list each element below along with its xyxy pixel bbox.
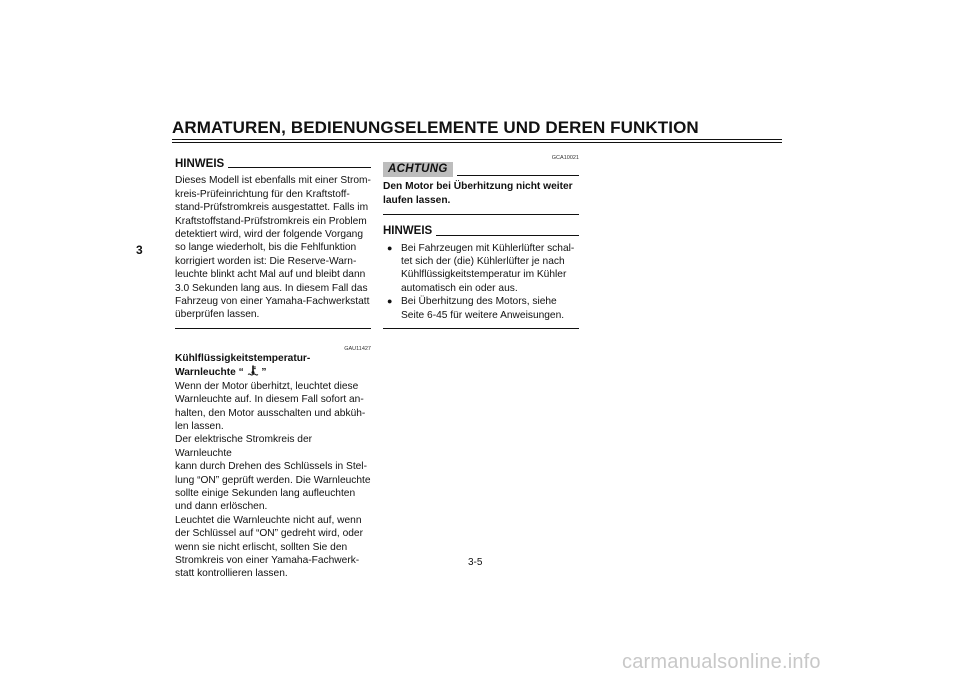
body-line: Warnleuchte auf. In diesem Fall sofort an- — [175, 394, 364, 406]
left-column — [175, 158, 371, 581]
body-line: sollte einige Sekunden lang aufleuchten — [175, 487, 356, 499]
page-title: ARMATUREN, BEDIENUNGSELEMENTE UND DEREN FUNKTION — [172, 118, 699, 137]
note-body — [175, 174, 371, 321]
section-body — [175, 380, 371, 581]
bullet-line: Kühlflüssigkeitstemperatur im Kühler — [401, 269, 567, 281]
caution-line: laufen lassen. — [383, 194, 451, 206]
note-title: HINWEIS — [175, 158, 225, 170]
note-line: Dieses Modell ist ebenfalls mit einer Strom- — [175, 175, 371, 187]
bullet-line: tet sich der (die) Kühlerlüfter je nach — [401, 256, 565, 268]
list-item — [383, 295, 579, 322]
body-line: wenn sie nicht erlischt, sollten Sie den — [175, 541, 348, 553]
body-line: Der elektrische Stromkreis der Warnleuchte — [175, 434, 313, 459]
bullet-icon: ● — [387, 296, 393, 307]
caution-code: GCA10021 — [551, 155, 579, 161]
body-line: len lassen. — [175, 420, 224, 432]
note-line: überprüfen lassen. — [175, 309, 260, 321]
note-heading — [383, 225, 579, 238]
heading-suffix: ” — [261, 367, 267, 379]
bullet-line: Bei Überhitzung des Motors, siehe — [401, 296, 557, 308]
section-heading — [175, 352, 371, 380]
note-heading — [175, 158, 371, 171]
note-line: Kraftstoffstand-Prüfstromkreis ein Problem — [175, 215, 367, 227]
bullet-line: automatisch ein oder aus. — [401, 282, 518, 294]
note-bullet-list — [383, 242, 579, 322]
caution-rule — [457, 175, 579, 176]
note-end-rule — [175, 328, 371, 329]
note-line: 3.0 Sekunden lang aus. In diesem Fall das — [175, 282, 368, 294]
bullet-text — [401, 242, 579, 296]
bullet-line: Bei Fahrzeugen mit Kühlerlüfter schal- — [401, 242, 575, 254]
note-rule — [436, 235, 579, 236]
body-line: Wenn der Motor überhitzt, leuchtet diese — [175, 380, 359, 392]
note-line: Fahrzeug von einer Yamaha-Fachwerkstatt — [175, 296, 370, 308]
note-line: so lange wiederholt, bis die Fehlfunktion — [175, 242, 357, 254]
section-code: GAU11427 — [344, 345, 371, 352]
note-rule — [228, 167, 371, 168]
caution-end-rule — [383, 214, 579, 215]
body-line: Leuchtet die Warnleuchte nicht auf, wenn — [175, 514, 362, 526]
caution-text — [383, 180, 579, 207]
bullet-line: Seite 6-45 für weitere Anweisungen. — [401, 309, 565, 321]
note-title: HINWEIS — [383, 225, 433, 238]
note-line: kreis-Prüfeinrichtung für den Kraftstoff- — [175, 188, 350, 200]
list-item — [383, 242, 579, 296]
body-line: kann durch Drehen des Schlüssels in Stel- — [175, 461, 367, 473]
body-line: und dann erlöschen. — [175, 501, 268, 513]
note-line: detektiert wird, wird der folgende Vorgang — [175, 229, 364, 241]
heading-prefix: Warnleuchte “ — [175, 367, 244, 379]
body-line: lung “ON” geprüft werden. Die Warnleuchte — [175, 474, 371, 486]
header-rule-secondary — [172, 142, 782, 143]
heading-line-with-icon — [175, 365, 371, 379]
coolant-temperature-icon — [247, 365, 259, 376]
body-line: statt kontrollieren lassen. — [175, 568, 288, 580]
caution-badge: ACHTUNG — [383, 162, 453, 177]
heading-line: Kühlflüssigkeitstemperatur- — [175, 352, 311, 364]
body-line: der Schlüssel auf “ON” gedreht wird, oder — [175, 528, 363, 540]
bullet-text — [401, 295, 579, 322]
note-line: stand-Prüfstromkreis ausgestattet. Falls im — [175, 202, 369, 214]
chapter-tab: 3 — [136, 243, 143, 257]
note-end-rule — [383, 328, 579, 329]
page-number: 3-5 — [468, 557, 483, 568]
note-line: korrigiert worden ist: Die Reserve-Warn- — [175, 255, 357, 267]
body-line: halten, den Motor ausschalten und abküh- — [175, 407, 366, 419]
right-column — [383, 152, 579, 329]
caution-heading — [383, 162, 579, 177]
caution-line: Den Motor bei Überhitzung nicht weiter — [383, 181, 573, 193]
body-line: Stromkreis von einer Yamaha-Fachwerk- — [175, 554, 360, 566]
header-rule — [172, 139, 782, 140]
bullet-icon: ● — [387, 242, 393, 253]
note-line: leuchte blinkt acht Mal auf und bleibt dann — [175, 269, 366, 281]
watermark: carmanualsonline.info — [622, 651, 821, 673]
